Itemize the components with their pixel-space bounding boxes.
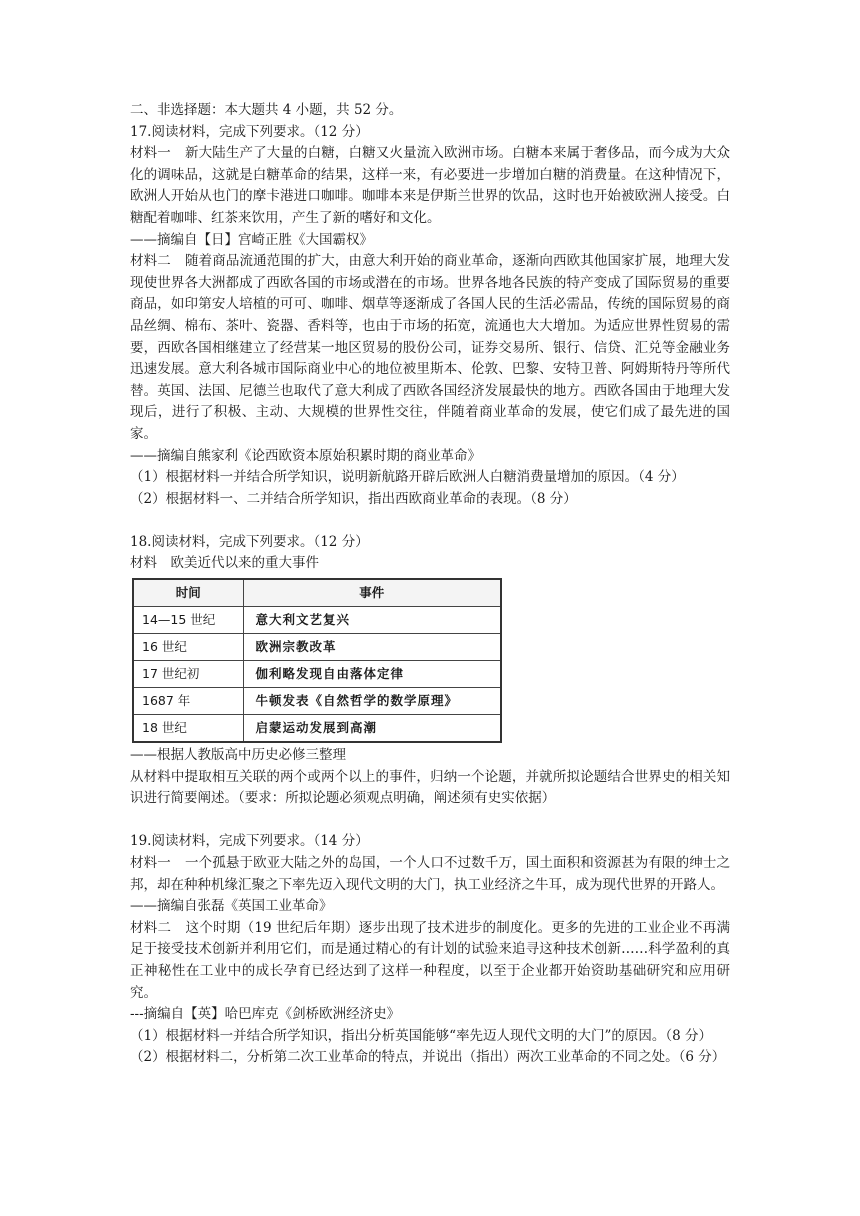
q19-sub-question-1: （1）根据材料一并结合所学知识，指出分析英国能够“率先迈人现代文明的大门”的原因。（8 分） bbox=[130, 1027, 713, 1044]
table-cell-time: 14—15 世纪 bbox=[133, 607, 243, 634]
q17-m1-source: ——摘编自【日】宫崎正胜《大国霸权》 bbox=[130, 231, 373, 248]
q17-sub-question-2: （2）根据材料一、二并结合所学知识，指出西欧商业革命的表现。（8 分） bbox=[130, 490, 577, 507]
table-row bbox=[133, 688, 501, 715]
q19-m1-label: 材料一 bbox=[130, 855, 171, 872]
exam-page bbox=[130, 100, 730, 1069]
q19-title: 19.阅读材料，完成下列要求。（14 分） bbox=[130, 833, 369, 850]
q19-m2-text: 这个时期（19 世纪后年期）逐步出现了技术进步的制度化。更多的先进的工业企业不再满足于接受技术创新并利用它们，而是通过精心的有计划的试验来追寻这种技术创新……科学盈利的真正神秘性在工业中的成长孕育已经达到了这样一种程度，以至于企业都开始资助基础研究和应用研究。 bbox=[130, 919, 731, 1001]
table-header-event: 事件 bbox=[243, 579, 501, 607]
q17-title: 17.阅读材料，完成下列要求。（12 分） bbox=[130, 123, 369, 140]
q18-prompt: 从材料中提取相互关联的两个或两个以上的事件，归纳一个论题，并就所拟论题结合世界史的相关知识进行简要阐述。（要求：所拟论题必须观点明确，阐述须有史实依据） bbox=[130, 768, 730, 807]
table-row bbox=[133, 661, 501, 688]
events-table bbox=[132, 578, 502, 743]
table-row bbox=[133, 634, 501, 661]
q17-material-1 bbox=[130, 143, 730, 229]
q17-m2-label: 材料二 bbox=[130, 253, 171, 270]
table-cell-time: 18 世纪 bbox=[133, 715, 243, 743]
q18-source: ——根据人教版高中历史必修三整理 bbox=[130, 747, 346, 764]
q17-sub-question-1: （1）根据材料一并结合所学知识，说明新航路开辟后欧洲人白糖消费量增加的原因。（4 分） bbox=[130, 469, 685, 486]
section-heading: 二、非选择题：本大题共 4 小题，共 52 分。 bbox=[130, 102, 403, 118]
q18-material-caption: 材料 欧美近代以来的重大事件 bbox=[130, 555, 319, 572]
table-row bbox=[133, 607, 501, 634]
q17-material-2 bbox=[130, 251, 730, 445]
table-header-row bbox=[133, 579, 501, 607]
q18-title: 18.阅读材料，完成下列要求。（12 分） bbox=[130, 533, 369, 550]
table-cell-event: 欧洲宗教改革 bbox=[243, 634, 501, 661]
q19-material-2 bbox=[130, 918, 730, 1004]
table-cell-event: 意大利文艺复兴 bbox=[243, 607, 501, 634]
q19-m1-source: ——摘编自张磊《英国工业革命》 bbox=[130, 898, 333, 915]
q19-m2-label: 材料二 bbox=[130, 919, 172, 936]
table-cell-event: 伽利略发现自由落体定律 bbox=[243, 661, 501, 688]
table-cell-event: 启蒙运动发展到高潮 bbox=[243, 715, 501, 743]
table-header-time: 时间 bbox=[133, 579, 243, 607]
table-cell-time: 16 世纪 bbox=[133, 634, 243, 661]
q17-m1-text: 新大陆生产了大量的白糖，白糖又火量流入欧洲市场。白糖本来属于奢侈品，而今成为大众化的调味品，这就是白糖革命的结果，这样一来，有必要进一步增加白糖的消费量。在这种情况下，欧洲人开始从也门的摩卡港进口咖啡。咖啡本来是伊斯兰世界的饮品，这时也开始被欧洲人接受。白糖配着咖啡、红茶来饮用，产生了新的嗜好和文化。 bbox=[130, 145, 731, 226]
table-cell-time: 1687 年 bbox=[133, 688, 243, 715]
table-cell-event: 牛顿发表《自然哲学的数学原理》 bbox=[243, 688, 501, 715]
q17-m2-source: ——摘编自熊家利《论西欧资本原始积累时期的商业革命》 bbox=[130, 447, 481, 464]
q19-m2-source: ---摘编自【英】哈巴库克《剑桥欧洲经济史》 bbox=[130, 1006, 401, 1023]
q19-m1-text: 一个孤悬于欧亚大陆之外的岛国，一个人口不过数千万，国土面积和资源甚为有限的绅士之邦，却在种种机缘汇聚之下率先迈入现代文明的大门，执工业经济之牛耳，成为现代世界的开路人。 bbox=[130, 855, 731, 893]
q19-sub-question-2: （2）根据材料二，分析第二次工业革命的特点，并说出（指出）两次工业革命的不同之处。（6 分） bbox=[130, 1049, 726, 1066]
table-cell-time: 17 世纪初 bbox=[133, 661, 243, 688]
table-row bbox=[133, 715, 501, 743]
q19-material-1 bbox=[130, 853, 730, 896]
q17-m1-label: 材料一 bbox=[130, 145, 171, 162]
q17-m2-text: 随着商品流通范围的扩大，由意大利开始的商业革命，逐渐向西欧其他国家扩展，地理大发现使世界各大洲都成了西欧各国的市场或潜在的市场。世界各地各民族的特产变成了国际贸易的重要商品，如印第安人培植的可可、咖啡、烟草等逐渐成了各国人民的生活必需品，传统的国际贸易的商品丝绸、棉布、茶叶、瓷器、香料等，也由于市场的拓宽，流通也大大增加。为适应世界性贸易的需要，西欧各国相继建立了经营某一地区贸易的股份公司，证券交易所、银行、信贷、汇兑等金融业务迅速发展。意大利各城市国际商业中心的地位被里斯本、伦敦、巴黎、安特卫普、阿姆斯特丹等所代替。英国、法国、尼德兰也取代了意大利成了西欧各国经济发展最快的地方。西欧各国由于地理大发现后，进行了积极、主动、大规模的世界性交往，伴随着商业革命的发展，使它们成了最先进的国家。 bbox=[130, 253, 731, 442]
